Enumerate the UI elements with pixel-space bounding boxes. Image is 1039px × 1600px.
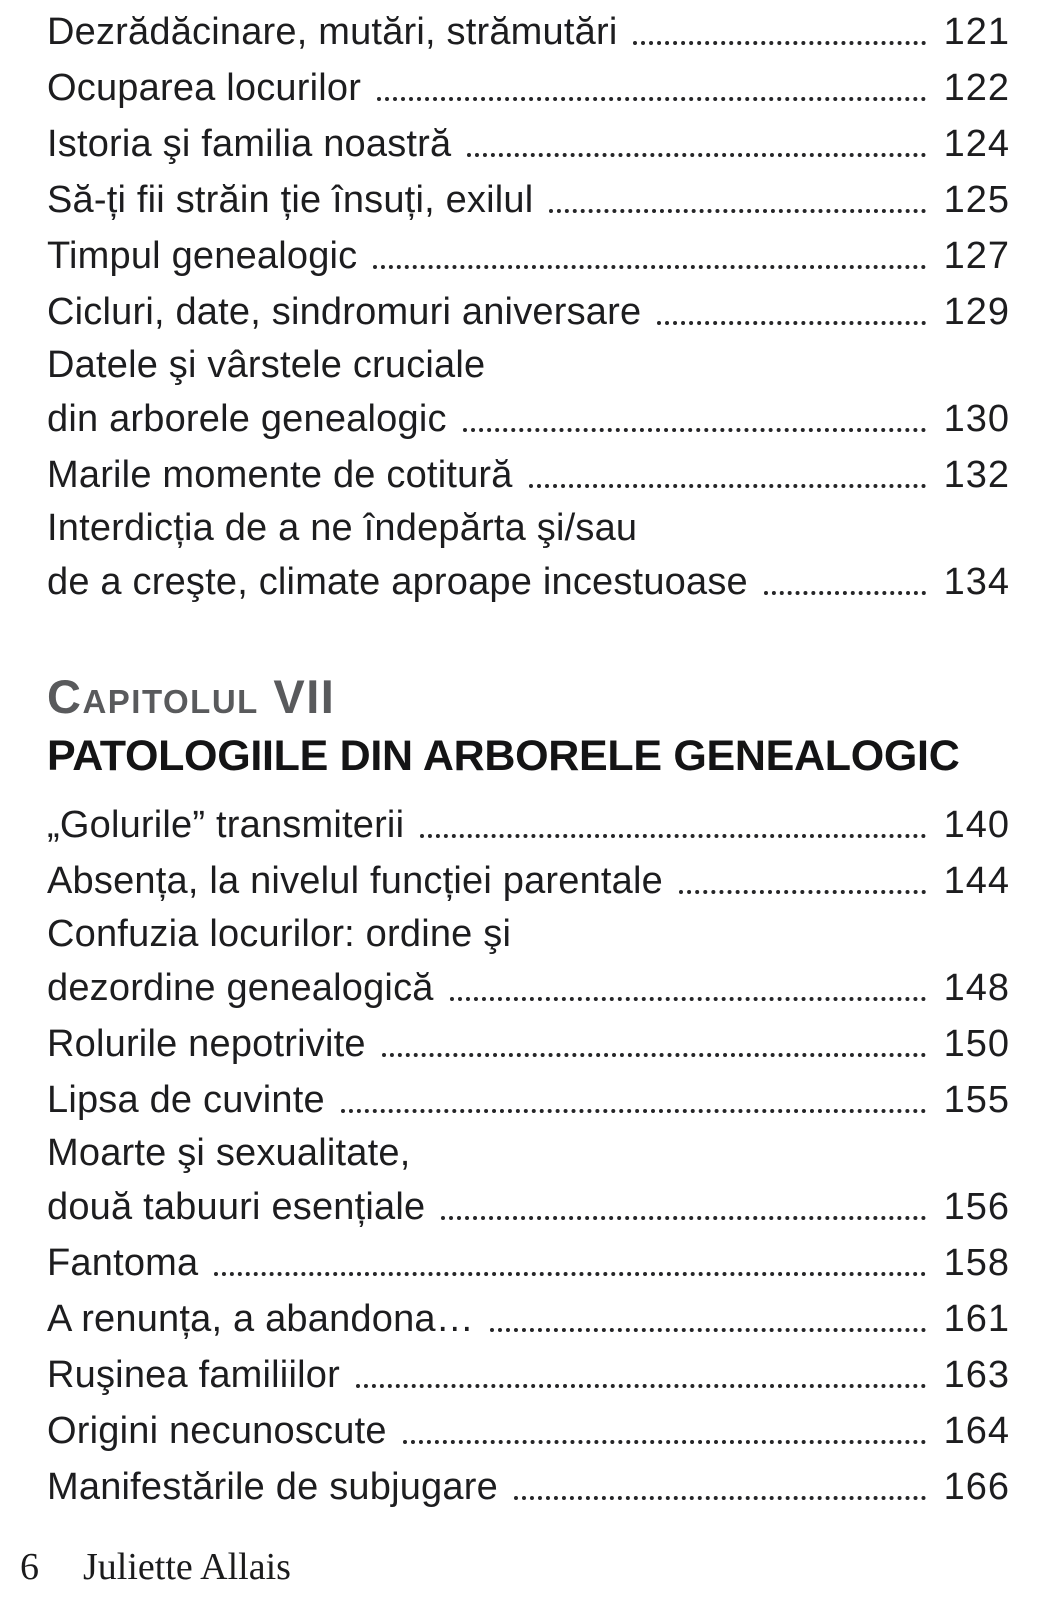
dot-leader xyxy=(356,1384,926,1388)
dot-leader xyxy=(341,1109,926,1113)
toc-entry-page: 140 xyxy=(943,804,1010,846)
dot-leader xyxy=(529,484,926,488)
dot-leader xyxy=(633,41,925,45)
toc-entry-page: 163 xyxy=(943,1354,1010,1396)
toc-entry-row xyxy=(47,391,1010,447)
toc-entry xyxy=(47,60,1010,116)
toc-entry xyxy=(47,447,1010,503)
toc-entry xyxy=(47,503,1010,610)
toc-entry-title: „Golurile” transmiterii xyxy=(47,804,405,846)
toc-entry-title: Absența, la nivelul funcției parentale xyxy=(47,860,663,902)
dot-leader xyxy=(441,1216,925,1220)
toc-entry-title: Rolurile nepotrivite xyxy=(47,1023,366,1065)
toc-entry-page: 122 xyxy=(943,67,1010,109)
toc-entry-row xyxy=(47,447,1010,503)
toc-section xyxy=(47,4,1010,610)
toc-entry-title: A renunța, a abandona… xyxy=(47,1298,474,1340)
toc-entry-page: 125 xyxy=(943,179,1010,221)
toc-entry-title: Dezrădăcinare, mutări, strămutări xyxy=(47,11,618,53)
toc-entry-title: două tabuuri esențiale xyxy=(47,1186,426,1228)
toc-entry-row xyxy=(47,960,1010,1016)
toc-entry-row xyxy=(47,1179,1010,1235)
toc-entry-page: 156 xyxy=(943,1186,1010,1228)
dot-leader xyxy=(373,265,925,269)
toc-entry-title: Moarte şi sexualitate, xyxy=(47,1132,411,1174)
toc-entry-page: 130 xyxy=(943,398,1010,440)
dot-leader xyxy=(549,209,925,213)
toc-entry xyxy=(47,1072,1010,1128)
toc-entry-row xyxy=(47,284,1010,340)
running-author: Juliette Allais xyxy=(83,1546,291,1588)
dot-leader xyxy=(490,1328,926,1332)
toc-entry xyxy=(47,228,1010,284)
toc-entry-row xyxy=(47,1403,1010,1459)
toc-entry-title: Interdicția de a ne îndepărta şi/sau xyxy=(47,507,638,549)
toc-entry-row xyxy=(47,1235,1010,1291)
toc-entry-title: Cicluri, date, sindromuri aniversare xyxy=(47,291,642,333)
toc-entry-title: Ruşinea familiilor xyxy=(47,1354,340,1396)
dot-leader xyxy=(764,591,926,595)
toc-entry-row xyxy=(47,909,1010,960)
toc-entry-row xyxy=(47,1291,1010,1347)
toc-entry xyxy=(47,116,1010,172)
toc-entry-row xyxy=(47,853,1010,909)
toc-entry-row xyxy=(47,554,1010,610)
section-entries xyxy=(47,797,1010,1515)
toc-entry-row xyxy=(47,1016,1010,1072)
toc-entry xyxy=(47,1016,1010,1072)
toc-entry-page: 127 xyxy=(943,235,1010,277)
toc-entry-page: 161 xyxy=(943,1298,1010,1340)
toc-entry-title: Lipsa de cuvinte xyxy=(47,1079,325,1121)
dot-leader xyxy=(377,97,926,101)
dot-leader xyxy=(657,321,925,325)
dot-leader xyxy=(382,1053,926,1057)
toc-entry-title: Manifestările de subjugare xyxy=(47,1466,498,1508)
dot-leader xyxy=(679,890,926,894)
toc-entry-page: 155 xyxy=(943,1079,1010,1121)
toc-entry xyxy=(47,853,1010,909)
toc-entry-title: Marile momente de cotitură xyxy=(47,454,513,496)
toc-entry-page: 166 xyxy=(943,1466,1010,1508)
toc-entry-page: 132 xyxy=(943,454,1010,496)
toc-entry-title: Origini necunoscute xyxy=(47,1410,387,1452)
toc-entry-title: Istoria şi familia noastră xyxy=(47,123,452,165)
toc-entry xyxy=(47,340,1010,447)
toc-entry-row xyxy=(47,1347,1010,1403)
toc-entry xyxy=(47,797,1010,853)
toc-entry xyxy=(47,1459,1010,1515)
toc-entry-row xyxy=(47,503,1010,554)
toc-section xyxy=(47,666,1010,1515)
chapter-title: PATOLOGIILE DIN ARBORELE GENEALOGIC xyxy=(47,732,960,780)
toc-entry-page: 144 xyxy=(943,860,1010,902)
toc-entry-title: dezordine genealogică xyxy=(47,967,434,1009)
toc-entry-row xyxy=(47,797,1010,853)
toc-entry xyxy=(47,4,1010,60)
toc-entry-page: 150 xyxy=(943,1023,1010,1065)
toc-entry xyxy=(47,1403,1010,1459)
toc-entry-page: 129 xyxy=(943,291,1010,333)
toc-entry-title: de a creşte, climate aproape incestuoase xyxy=(47,561,748,603)
dot-leader xyxy=(450,997,926,1001)
dot-leader xyxy=(463,428,926,432)
toc-entry-page: 134 xyxy=(943,561,1010,603)
chapter-kicker: Capitolul VII xyxy=(47,670,336,723)
toc-entry-title: Să-ți fii străin ție însuți, exilul xyxy=(47,179,534,221)
toc-entry xyxy=(47,284,1010,340)
toc-entry-page: 121 xyxy=(943,11,1010,53)
dot-leader xyxy=(214,1272,925,1276)
toc-entry-row xyxy=(47,1072,1010,1128)
dot-leader xyxy=(467,153,925,157)
dot-leader xyxy=(514,1496,926,1500)
toc-entry-page: 158 xyxy=(943,1242,1010,1284)
toc-entry-title: Datele şi vârstele cruciale xyxy=(47,344,486,386)
toc-entry xyxy=(47,909,1010,1016)
folio-page-number: 6 xyxy=(20,1546,39,1588)
toc-entry-title: Confuzia locurilor: ordine şi xyxy=(47,913,512,955)
toc-entry xyxy=(47,172,1010,228)
toc-entry-page: 124 xyxy=(943,123,1010,165)
toc-entry-row xyxy=(47,1128,1010,1179)
toc-entry-title: Fantoma xyxy=(47,1242,199,1284)
toc-entry xyxy=(47,1235,1010,1291)
toc-entry xyxy=(47,1128,1010,1235)
dot-leader xyxy=(403,1440,926,1444)
section-entries xyxy=(47,4,1010,610)
toc-entry-row xyxy=(47,172,1010,228)
toc-entry-page: 148 xyxy=(943,967,1010,1009)
toc-entry-title: din arborele genealogic xyxy=(47,398,447,440)
toc-entry-row xyxy=(47,116,1010,172)
toc-entry-title: Timpul genealogic xyxy=(47,235,358,277)
toc-entry-row xyxy=(47,228,1010,284)
toc-entry xyxy=(47,1347,1010,1403)
toc-entry-row xyxy=(47,4,1010,60)
page-footer xyxy=(20,1545,291,1589)
table-of-contents xyxy=(47,4,1010,1515)
dot-leader xyxy=(420,834,925,838)
toc-entry-row xyxy=(47,340,1010,391)
toc-entry-row xyxy=(47,1459,1010,1515)
toc-entry-title: Ocuparea locurilor xyxy=(47,67,362,109)
toc-entry xyxy=(47,1291,1010,1347)
toc-entry-row xyxy=(47,60,1010,116)
toc-entry-page: 164 xyxy=(943,1410,1010,1452)
